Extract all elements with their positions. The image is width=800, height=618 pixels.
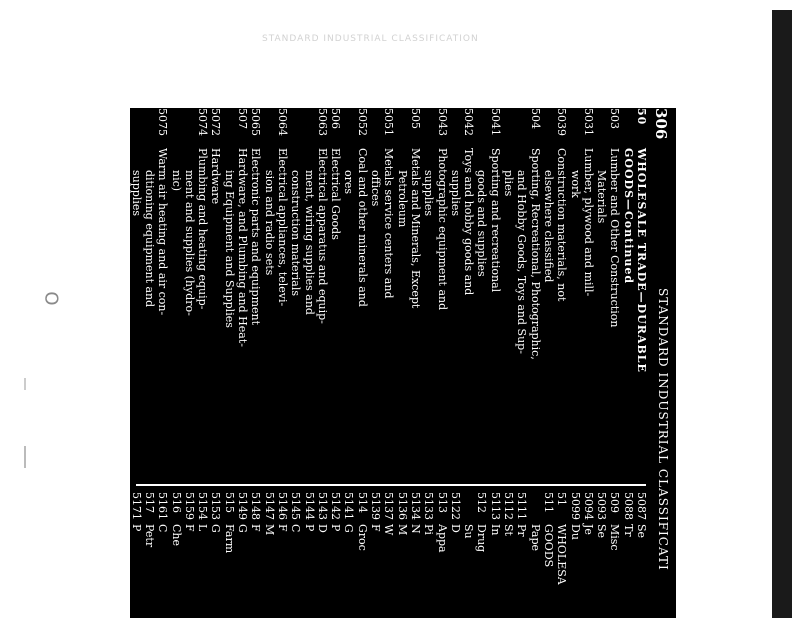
industry-title: M — [262, 524, 276, 536]
industry-title: In — [488, 524, 502, 536]
industry-title: Electrical appliances, televi- — [275, 148, 289, 307]
industry-title: WHOLESALE TRADE—DURABLE — [635, 148, 648, 373]
sic-code: 5112 — [502, 492, 516, 520]
classification-line — [488, 108, 501, 482]
industry-title: C — [289, 524, 303, 533]
industry-title: Photographic equipment and — [435, 148, 449, 311]
industry-title: construction materials — [289, 170, 303, 296]
industry-title: Se — [635, 524, 648, 539]
sic-code: 5143 — [315, 492, 329, 520]
industry-title: C — [156, 524, 170, 533]
sic-code: 504 — [528, 108, 542, 129]
industry-title: Tr — [621, 524, 635, 537]
sic-code: 507 — [236, 108, 250, 129]
sic-code: 5145 — [289, 492, 303, 520]
industry-title: D — [315, 524, 329, 533]
industry-title: ment, wiring supplies and — [302, 170, 316, 315]
sic-code: 512 — [475, 492, 489, 513]
classification-line — [223, 108, 236, 482]
classification-line — [130, 108, 143, 482]
classification-line — [515, 108, 528, 482]
industry-title: Plumbing and heating equip- — [196, 148, 210, 310]
classification-line — [183, 492, 196, 618]
sic-code — [621, 108, 634, 148]
sic-code: 5064 — [275, 108, 289, 136]
industry-title: WHOLESA — [555, 524, 569, 585]
sic-code: 5087 — [635, 492, 648, 520]
sic-code: 5075 — [156, 108, 170, 136]
sic-code: 50 — [635, 108, 648, 126]
classification-line — [223, 492, 236, 618]
scan-edge-bar — [772, 10, 792, 618]
sic-code — [502, 108, 515, 148]
sic-code: 5051 — [382, 108, 396, 136]
sic-code: 5149 — [236, 492, 250, 520]
sic-code: 5147 — [262, 492, 276, 520]
sic-code — [143, 108, 156, 148]
industry-title: ing Equipment and Supplies — [222, 170, 236, 328]
industry-title: L — [196, 524, 210, 532]
classification-line — [329, 108, 342, 482]
classification-line — [169, 108, 182, 482]
industry-title: F — [369, 524, 383, 532]
sic-code: 5111 — [515, 492, 529, 520]
industry-title: Drug — [475, 524, 489, 553]
right-column — [130, 492, 648, 618]
sic-code: 5148 — [249, 492, 263, 520]
sic-code: 5133 — [422, 492, 436, 520]
sic-code: 516 — [169, 492, 183, 513]
industry-title: Sporting, Recreational, Photographic, — [528, 148, 542, 360]
industry-title: Materials — [595, 170, 609, 224]
sic-code — [528, 492, 541, 524]
margin-tick — [24, 378, 26, 390]
classification-line — [156, 492, 169, 618]
sic-code — [183, 108, 196, 148]
industry-title: Sporting and recreational — [488, 148, 502, 293]
sic-code: 5134 — [408, 492, 422, 520]
sic-code — [449, 108, 462, 148]
classification-line — [196, 108, 209, 482]
sic-code: 517 — [143, 492, 157, 513]
classification-line — [209, 108, 222, 482]
industry-title: Pr — [515, 524, 529, 537]
sic-code — [342, 108, 355, 148]
industry-title: St — [502, 524, 516, 536]
industry-title: G — [236, 524, 250, 533]
classification-line — [542, 108, 555, 482]
classification-line — [382, 492, 395, 618]
industry-title: Hardware — [209, 148, 223, 205]
classification-line — [369, 108, 382, 482]
industry-title: Electrical apparatus and equip- — [315, 148, 329, 324]
sic-code: 5146 — [275, 492, 289, 520]
classification-line — [475, 108, 488, 482]
classification-line — [169, 492, 182, 618]
sic-code: 5099 — [568, 492, 582, 520]
sic-code: 5139 — [369, 492, 383, 520]
classification-line — [502, 108, 515, 482]
sic-code — [568, 108, 581, 148]
industry-title: Petroleum — [395, 170, 409, 228]
industry-title: elsewhere classified — [541, 170, 555, 283]
classification-line — [236, 108, 249, 482]
classification-line — [289, 492, 302, 618]
classification-line — [449, 492, 462, 618]
left-column — [130, 108, 648, 482]
sic-code: 51 — [555, 492, 569, 506]
classification-line — [621, 108, 634, 482]
sic-code: 509 — [608, 492, 622, 513]
sic-code — [289, 108, 302, 148]
industry-title: Appa — [435, 524, 449, 553]
classification-line — [342, 492, 355, 618]
industry-title: F — [182, 524, 196, 532]
classification-line — [568, 492, 581, 618]
classification-line — [475, 492, 488, 618]
industry-title: supplies — [130, 170, 143, 217]
industry-title: supplies — [448, 170, 462, 217]
classification-line — [555, 108, 568, 482]
sic-code: 5144 — [302, 492, 316, 520]
industry-title: Hardware, and Plumbing and Heat- — [236, 148, 250, 347]
classification-line — [608, 108, 621, 482]
classification-line — [316, 492, 329, 618]
industry-title: P — [130, 524, 143, 532]
classification-line — [528, 108, 541, 482]
sic-code — [462, 492, 475, 524]
sic-code — [595, 108, 608, 148]
classification-line — [555, 492, 568, 618]
sic-code: 5161 — [156, 492, 170, 520]
sic-code: 5074 — [196, 108, 210, 136]
industry-title: Se — [595, 524, 609, 539]
industry-title: Construction materials, not — [555, 148, 569, 302]
running-head: STANDARD INDUSTRIAL CLASSIFICATI — [656, 288, 670, 571]
industry-title: Metals service centers and — [382, 148, 396, 299]
classification-line — [276, 492, 289, 618]
classification-line — [542, 492, 555, 618]
classification-line — [209, 492, 222, 618]
industry-title: W — [382, 524, 396, 536]
industry-title: offices — [369, 170, 383, 207]
industry-title: M — [395, 524, 409, 536]
sic-code: 5153 — [209, 492, 223, 520]
sic-code: 5113 — [488, 492, 502, 520]
sic-code: 503 — [608, 108, 622, 129]
industry-title: Metals and Minerals, Except — [408, 148, 422, 309]
industry-title: Warm air heating and air con- — [156, 148, 170, 316]
sic-code: 505 — [408, 108, 422, 129]
industry-title: GOODS — [541, 524, 555, 568]
classification-line — [462, 108, 475, 482]
sic-code: 5039 — [555, 108, 569, 136]
sic-code: 5137 — [382, 492, 396, 520]
sic-code: 5141 — [342, 492, 356, 520]
classification-line — [435, 108, 448, 482]
classification-line — [302, 108, 315, 482]
classification-line — [262, 108, 275, 482]
margin-tick — [24, 446, 26, 468]
sic-code: 5159 — [182, 492, 196, 520]
sic-code: 514 — [355, 492, 369, 513]
sic-code: 5063 — [315, 108, 329, 136]
column-divider — [136, 484, 646, 486]
industry-title: ditioning equipment and — [143, 170, 157, 308]
classification-line — [342, 108, 355, 482]
page-number: 306 — [652, 108, 670, 140]
sic-code — [262, 108, 275, 148]
classification-line — [369, 492, 382, 618]
classification-line — [528, 492, 541, 618]
sic-code: 5171 — [130, 492, 143, 520]
sic-code: 5072 — [209, 108, 223, 136]
industry-title: Farm — [222, 524, 236, 554]
classification-line — [635, 108, 648, 482]
classification-line — [249, 108, 262, 482]
classification-line — [302, 492, 315, 618]
industry-title: Coal and other minerals and — [355, 148, 369, 307]
industry-title: N — [408, 524, 422, 534]
classification-line — [130, 492, 143, 618]
classification-line — [422, 492, 435, 618]
sic-code — [130, 108, 143, 148]
sic-code: 515 — [222, 492, 236, 513]
rotated-page-content — [130, 108, 676, 618]
industry-title: Lumber, plywood and mill- — [581, 148, 595, 297]
industry-title: Groc — [355, 524, 369, 551]
classification-line — [183, 108, 196, 482]
classification-line — [156, 108, 169, 482]
classification-line — [143, 108, 156, 482]
classification-line — [595, 108, 608, 482]
sic-code: 5042 — [462, 108, 476, 136]
sic-code: 5065 — [249, 108, 263, 136]
industry-title: P — [302, 524, 316, 532]
classification-line — [621, 492, 634, 618]
punch-hole-mark: O — [40, 291, 62, 306]
industry-title: Toys and hobby goods and — [462, 148, 476, 296]
industry-title: sion and radio sets — [262, 170, 276, 276]
sic-code: 5154 — [196, 492, 210, 520]
sic-code: 5052 — [355, 108, 369, 136]
classification-line — [249, 492, 262, 618]
sic-code: 5142 — [329, 492, 343, 520]
classification-line — [262, 492, 275, 618]
sic-code: 511 — [541, 492, 555, 513]
industry-title: Che — [169, 524, 183, 547]
classification-line — [409, 492, 422, 618]
classification-line — [395, 492, 408, 618]
scanned-page — [130, 108, 676, 618]
classification-line — [422, 108, 435, 482]
classification-line — [143, 492, 156, 618]
industry-title: Je — [581, 524, 595, 535]
sic-code — [422, 108, 435, 148]
classification-line — [329, 492, 342, 618]
industry-title: Du — [568, 524, 582, 540]
classification-line — [236, 492, 249, 618]
industry-title: GOODS—Continued — [621, 148, 635, 285]
classification-line — [316, 108, 329, 482]
classification-line — [635, 492, 648, 618]
industry-title: Misc — [608, 524, 622, 551]
sic-code — [302, 108, 315, 148]
industry-title: Lumber and Other Construction — [608, 148, 622, 328]
industry-title: plies — [502, 170, 516, 197]
classification-line — [568, 108, 581, 482]
classification-line — [462, 492, 475, 618]
sic-code — [369, 108, 382, 148]
industry-title: D — [448, 524, 462, 533]
industry-title: ores — [342, 170, 356, 195]
industry-title: G — [342, 524, 356, 533]
sic-code — [542, 108, 555, 148]
industry-title: P — [329, 524, 343, 532]
classification-line — [289, 108, 302, 482]
sic-code — [223, 108, 236, 148]
classification-line — [595, 492, 608, 618]
sic-code: 5043 — [435, 108, 449, 136]
sic-code — [169, 108, 182, 148]
classification-line — [276, 108, 289, 482]
classification-line — [502, 492, 515, 618]
industry-title: Electronic parts and equipment — [249, 148, 263, 326]
sic-code — [475, 108, 488, 148]
sic-code: 5094 — [581, 492, 595, 520]
industry-title: Pape — [528, 524, 542, 552]
classification-line — [582, 108, 595, 482]
industry-title: and Hobby Goods, Toys and Sup- — [515, 170, 529, 354]
classification-line — [449, 108, 462, 482]
sic-code: 5122 — [448, 492, 462, 520]
classification-line — [582, 492, 595, 618]
sic-code: 5041 — [488, 108, 502, 136]
classification-line — [355, 108, 368, 482]
industry-title: G — [209, 524, 223, 533]
faint-running-header: STANDARD INDUSTRIAL CLASSIFICATION — [262, 34, 479, 44]
classification-line — [382, 108, 395, 482]
industry-title: Su — [462, 524, 476, 539]
classification-line — [409, 108, 422, 482]
classification-line — [395, 108, 408, 482]
industry-title: Petr — [143, 524, 157, 548]
industry-title: F — [275, 524, 289, 532]
industry-title: nic) — [169, 170, 183, 192]
industry-title: work — [568, 170, 582, 198]
classification-line — [488, 492, 501, 618]
industry-title: goods and supplies — [475, 170, 489, 277]
classification-line — [515, 492, 528, 618]
classification-line — [355, 492, 368, 618]
classification-line — [608, 492, 621, 618]
industry-title: Pi — [422, 524, 436, 535]
industry-title: supplies — [422, 170, 436, 217]
sic-code: 5031 — [581, 108, 595, 136]
classification-line — [196, 492, 209, 618]
industry-title: ment and supplies (hydro- — [182, 170, 196, 316]
industry-title: Electrical Goods — [329, 148, 343, 240]
sic-code: 506 — [329, 108, 343, 129]
sic-code — [515, 108, 528, 148]
sic-code: 5136 — [395, 492, 409, 520]
industry-title: F — [249, 524, 263, 532]
sic-code — [395, 108, 408, 148]
sic-code: 513 — [435, 492, 449, 513]
sic-code: 5088 — [621, 492, 635, 520]
classification-line — [435, 492, 448, 618]
sic-code: 5093 — [595, 492, 609, 520]
